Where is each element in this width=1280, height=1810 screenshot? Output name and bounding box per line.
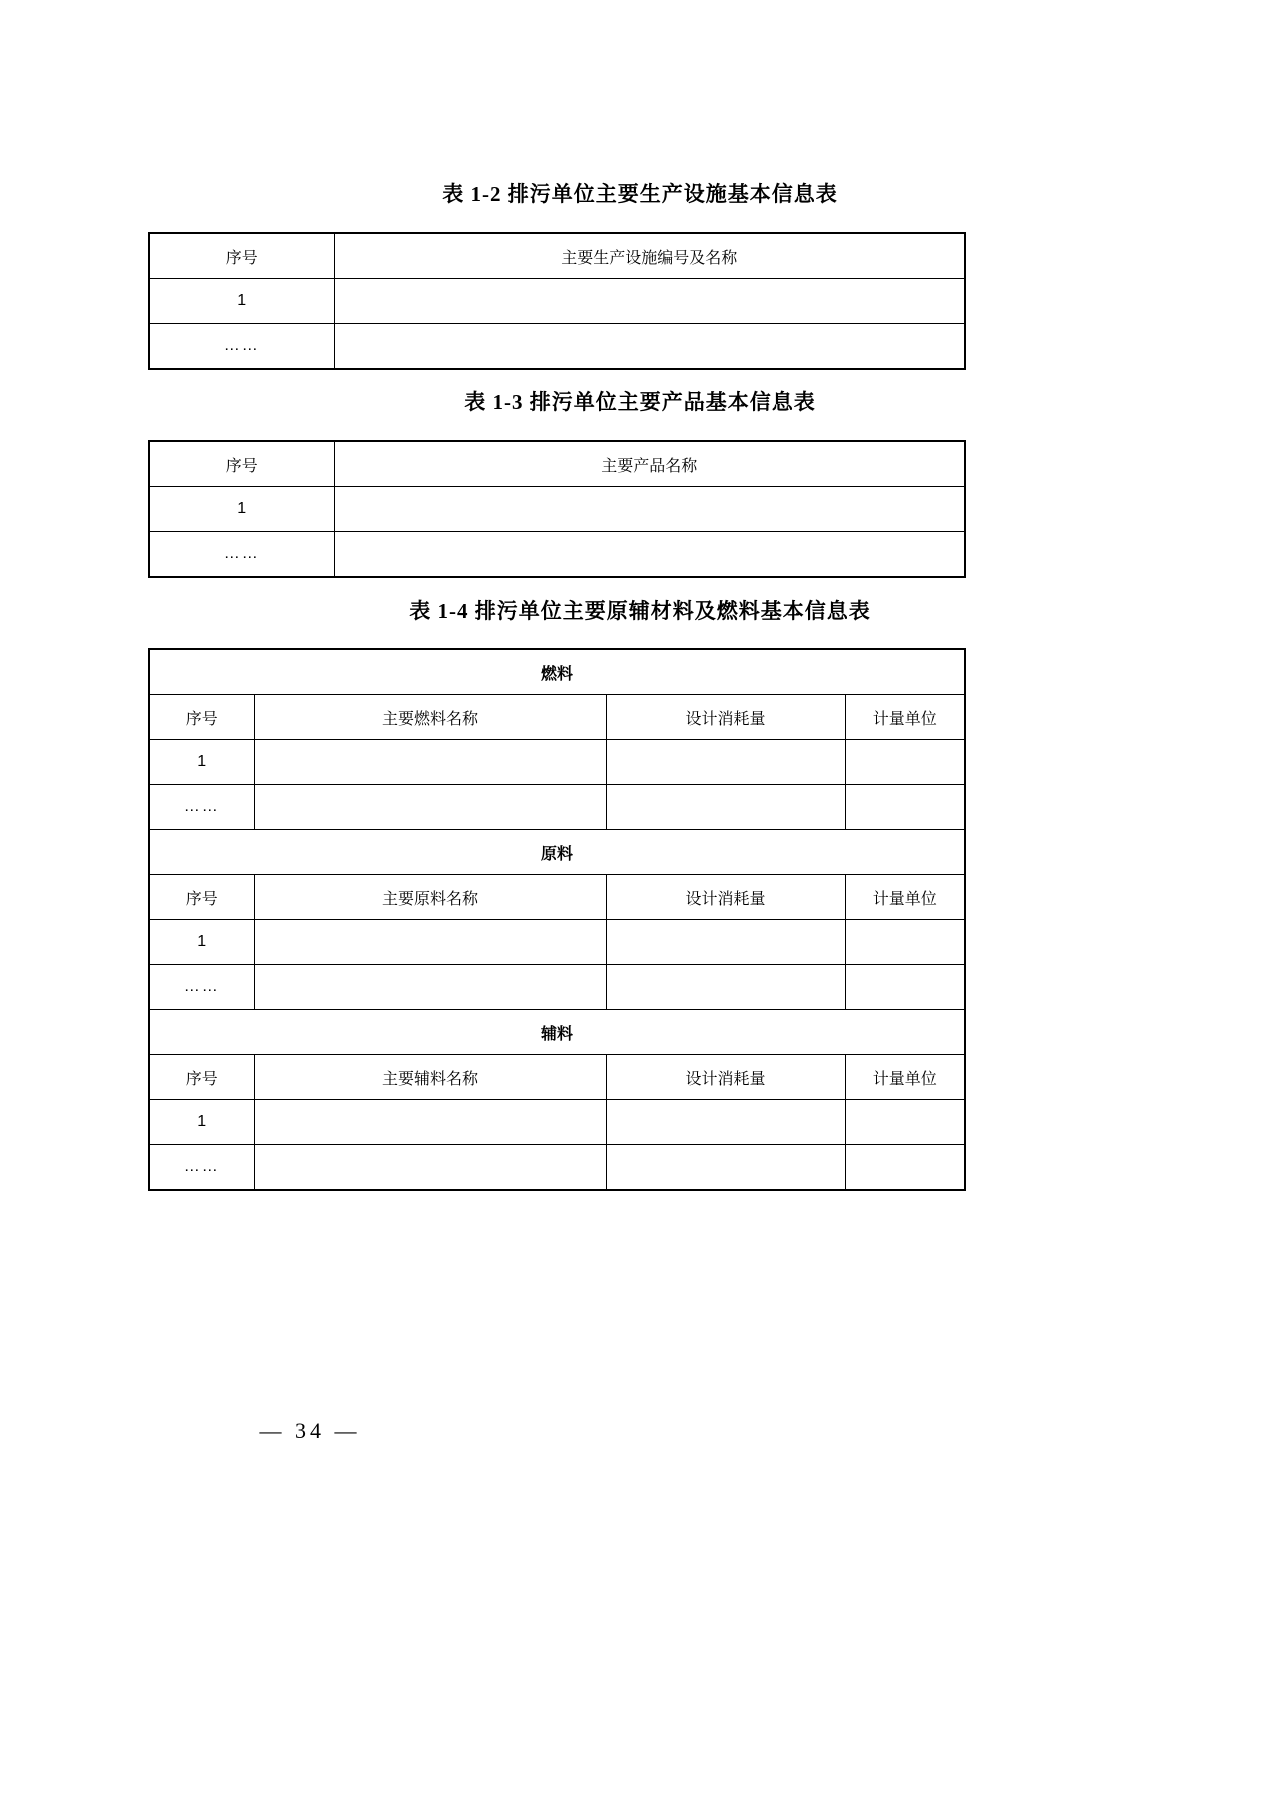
cell-fuel-name (254, 785, 606, 830)
cell-raw-material-name (254, 920, 606, 965)
column-header-index: 序号 (149, 1055, 254, 1100)
table-1-4 (148, 648, 966, 1191)
cell-index: …… (149, 532, 334, 578)
column-header-index: 序号 (149, 875, 254, 920)
cell-unit (845, 1145, 965, 1191)
table-header-row (149, 441, 965, 487)
table-row (149, 740, 965, 785)
cell-raw-material-name (254, 965, 606, 1010)
column-header-design-consumption: 设计消耗量 (606, 875, 845, 920)
cell-unit (845, 965, 965, 1010)
table-header-row (149, 695, 965, 740)
table-row (149, 324, 965, 370)
table-row (149, 920, 965, 965)
table-row (149, 532, 965, 578)
table-row (149, 785, 965, 830)
column-header-auxiliary-material-name: 主要辅料名称 (254, 1055, 606, 1100)
cell-design-consumption (606, 740, 845, 785)
table-header-row (149, 233, 965, 279)
cell-index: 1 (149, 279, 334, 324)
cell-design-consumption (606, 965, 845, 1010)
column-header-unit: 计量单位 (845, 875, 965, 920)
cell-design-consumption (606, 785, 845, 830)
cell-product-name (334, 532, 965, 578)
table-header-row (149, 875, 965, 920)
section-title-fuel: 燃料 (149, 649, 965, 695)
column-header-index: 序号 (149, 441, 334, 487)
cell-fuel-name (254, 740, 606, 785)
cell-design-consumption (606, 1100, 845, 1145)
section-title-raw-material: 原料 (149, 830, 965, 875)
cell-product-name (334, 487, 965, 532)
column-header-unit: 计量单位 (845, 1055, 965, 1100)
cell-design-consumption (606, 920, 845, 965)
table-1-2-caption: 表 1-2 排污单位主要生产设施基本信息表 (442, 182, 838, 206)
page-number: — 34 — (259, 1418, 361, 1443)
column-header-unit: 计量单位 (845, 695, 965, 740)
cell-index: 1 (149, 1100, 254, 1145)
cell-index: 1 (149, 740, 254, 785)
section-title-row (149, 649, 965, 695)
cell-auxiliary-material-name (254, 1100, 606, 1145)
column-header-facility-name: 主要生产设施编号及名称 (334, 233, 965, 279)
table-header-row (149, 1055, 965, 1100)
section-title-auxiliary-material: 辅料 (149, 1010, 965, 1055)
cell-unit (845, 785, 965, 830)
cell-unit (845, 740, 965, 785)
column-header-fuel-name: 主要燃料名称 (254, 695, 606, 740)
cell-design-consumption (606, 1145, 845, 1191)
table-row (149, 1145, 965, 1191)
table-row (149, 279, 965, 324)
table-row (149, 1100, 965, 1145)
column-header-design-consumption: 设计消耗量 (606, 695, 845, 740)
page-footer (0, 1418, 1280, 1444)
column-header-index: 序号 (149, 233, 334, 279)
table-row (149, 965, 965, 1010)
cell-index: …… (149, 785, 254, 830)
column-header-design-consumption: 设计消耗量 (606, 1055, 845, 1100)
cell-index: …… (149, 965, 254, 1010)
table-row (149, 487, 965, 532)
cell-index: …… (149, 324, 334, 370)
column-header-product-name: 主要产品名称 (334, 441, 965, 487)
column-header-raw-material-name: 主要原料名称 (254, 875, 606, 920)
cell-unit (845, 920, 965, 965)
table-1-2 (148, 232, 966, 370)
cell-index: …… (149, 1145, 254, 1191)
section-title-row (149, 1010, 965, 1055)
section-title-row (149, 830, 965, 875)
cell-index: 1 (149, 487, 334, 532)
cell-unit (845, 1100, 965, 1145)
table-1-3 (148, 440, 966, 578)
cell-index: 1 (149, 920, 254, 965)
cell-facility-name (334, 279, 965, 324)
column-header-index: 序号 (149, 695, 254, 740)
table-1-4-caption: 表 1-4 排污单位主要原辅材料及燃料基本信息表 (409, 599, 871, 623)
cell-auxiliary-material-name (254, 1145, 606, 1191)
cell-facility-name (334, 324, 965, 370)
table-1-3-caption: 表 1-3 排污单位主要产品基本信息表 (464, 390, 816, 414)
